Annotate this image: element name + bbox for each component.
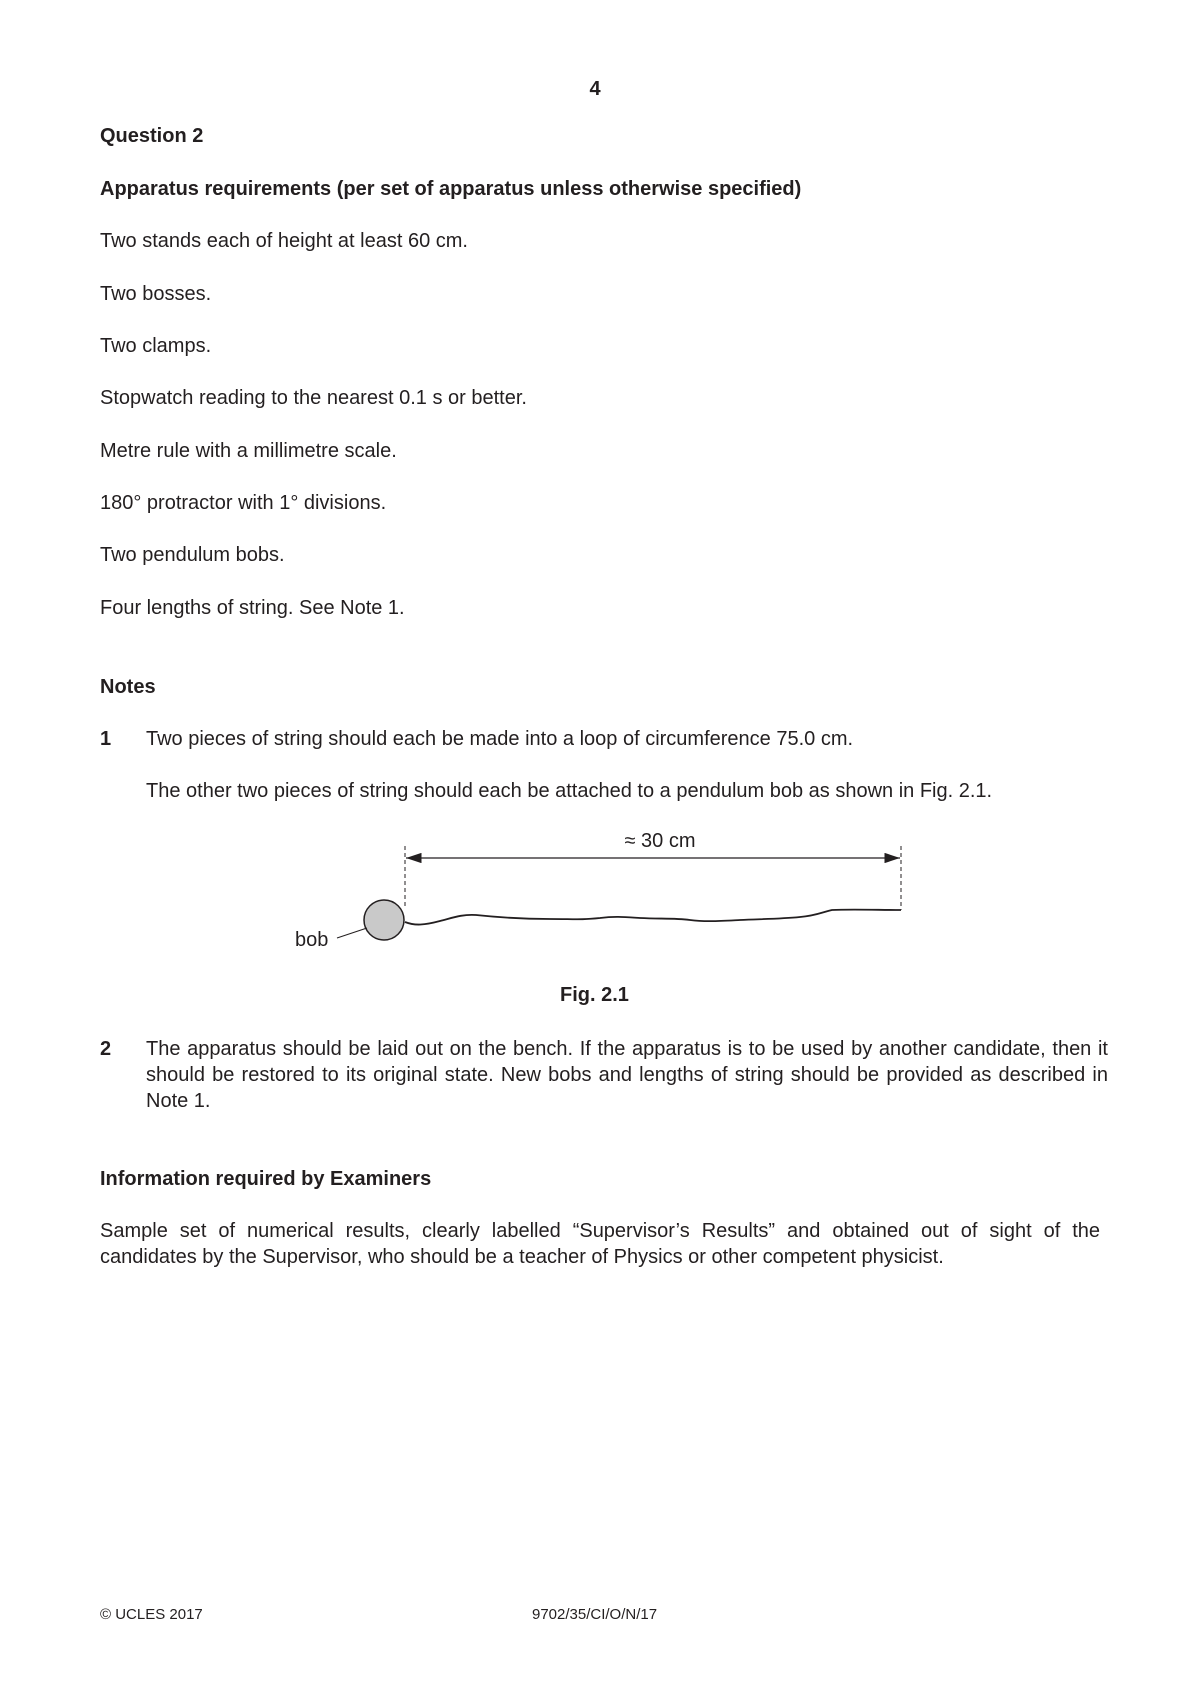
footer-code: 9702/35/CI/O/N/17	[532, 1606, 658, 1623]
string	[405, 910, 901, 925]
apparatus-item: Metre rule with a millimetre scale.	[100, 440, 397, 462]
question-title: Question 2	[100, 125, 204, 147]
pendulum-bob	[364, 900, 404, 940]
dimension-label: ≈ 30 cm	[624, 830, 696, 852]
note-paragraph: The other two pieces of string should each be attached to a pendulum bob as shown in Fig. 2.1.	[146, 780, 993, 802]
bob-leader-line	[337, 928, 367, 938]
bob-label: bob	[295, 929, 329, 951]
figure-2-1-diagram	[280, 822, 920, 962]
note-paragraph: Two pieces of string should each be made into a loop of circumference 75.0 cm.	[146, 728, 854, 750]
figure-2-1	[280, 822, 920, 962]
examiners-text: Sample set of numerical results, clearly labelled “Supervisor’s Results” and obtained out of sight of the candidates by the Supervisor, who should be a teacher of Physics or other competent physicist.	[100, 1220, 1100, 1268]
apparatus-item: Two bosses.	[100, 283, 212, 305]
apparatus-item: Four lengths of string. See Note 1.	[100, 597, 405, 619]
apparatus-item: Stopwatch reading to the nearest 0.1 s or better.	[100, 387, 527, 409]
apparatus-item: Two pendulum bobs.	[100, 544, 285, 566]
page-number: 4	[589, 78, 601, 100]
examiners-heading: Information required by Examiners	[100, 1168, 432, 1190]
note-paragraph: The apparatus should be laid out on the bench. If the apparatus is to be used by another candidate, then it should be restored to its original state. New bobs and lengths of string should be provided as described in Note 1.	[146, 1038, 1108, 1112]
notes-heading: Notes	[100, 676, 156, 698]
note-number: 2	[100, 1038, 112, 1060]
apparatus-item: 180° protractor with 1° divisions.	[100, 492, 387, 514]
apparatus-heading: Apparatus requirements (per set of apparatus unless otherwise specified)	[100, 178, 802, 200]
footer-copyright: © UCLES 2017	[100, 1606, 203, 1623]
apparatus-item: Two clamps.	[100, 335, 212, 357]
figure-caption: Fig. 2.1	[560, 984, 629, 1006]
note-number: 1	[100, 728, 112, 750]
apparatus-item: Two stands each of height at least 60 cm.	[100, 230, 468, 252]
